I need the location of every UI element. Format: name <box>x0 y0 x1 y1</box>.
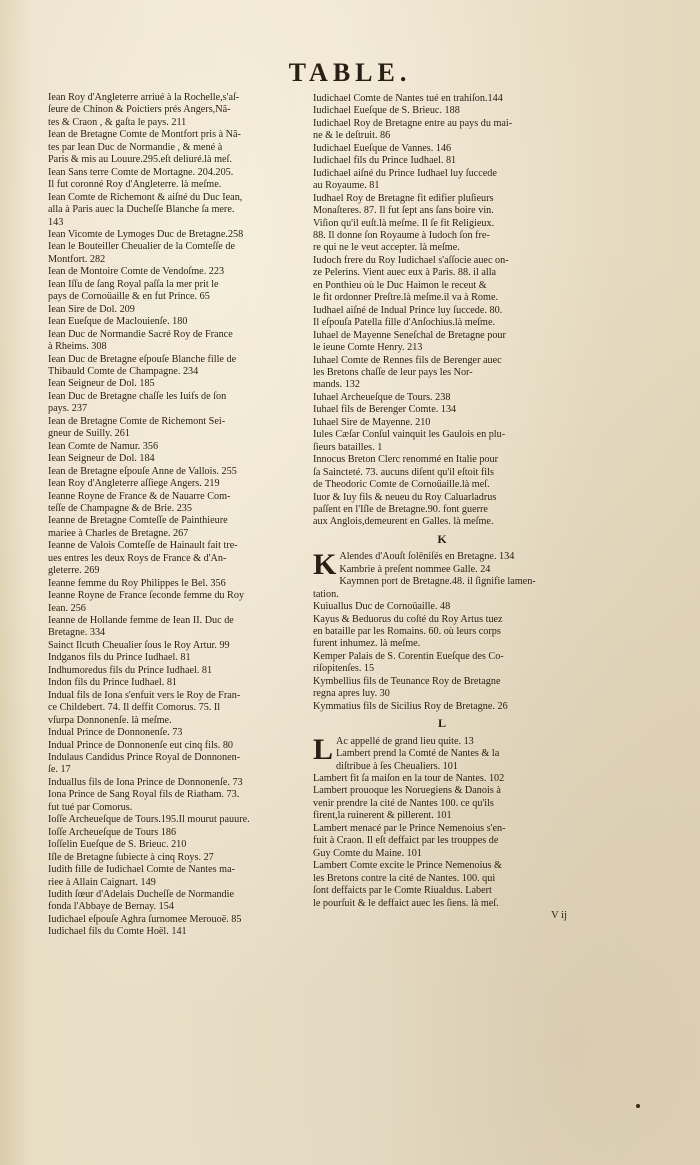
index-line: Ac appellé de grand lieu quite. 13 <box>336 735 474 747</box>
index-line: ſa Saincteté. 73. aucuns diſent qu'il eſtoit fils <box>313 466 494 478</box>
index-line: gleterre. 269 <box>48 565 100 577</box>
index-line: pays. 237 <box>48 403 88 415</box>
section-k <box>313 548 571 713</box>
index-line: Ieanne Royne de France ſeconde femme du Roy <box>48 590 245 602</box>
index-line: Paris & mis au Louure.295.eſt deliuré.là meſ. <box>48 154 232 166</box>
index-line: riee à Allain Caignart. 149 <box>48 876 156 888</box>
entries-l <box>313 732 571 910</box>
index-line: Ieanne de Hollande femme de Iean II. Duc de <box>48 615 234 627</box>
index-line: Ieanne Royne de France & de Nauarre Com- <box>48 490 231 502</box>
index-line: aux Anglois,demeurent en Galles. là meſme. <box>313 516 494 528</box>
index-line: Thibauld Comte de Champagne. 234 <box>48 365 199 377</box>
index-line: Iean Duc de Normandie Sacré Roy de France <box>48 328 233 340</box>
index-line: Innocus Breton Clerc renommé en Italie pour <box>313 454 499 466</box>
index-line: gneur de Suilly. 261 <box>48 428 130 440</box>
index-line: Iean de Bretagne eſpouſe Anne de Vallois. 255 <box>48 465 237 477</box>
index-line: Iean de Bretagne Comte de Montfort pris à Nã- <box>48 129 241 141</box>
page-title: TABLE. <box>288 58 412 87</box>
index-line: Lambert fit ſa maiſon en la tour de Nantes. 102 <box>313 773 505 785</box>
index-line: Ieanne de Bretagne Comteſſe de Painthieure <box>48 515 228 527</box>
index-line: Iſle de Bretagne ſubiecte à cinq Roys. 27 <box>48 851 214 863</box>
index-line: Iudichael fils du Comte Hoël. 141 <box>48 926 187 938</box>
index-line: en bataille par les Romains. 60. où leurs corps <box>313 626 501 638</box>
index-line: Ioſſe Archeueſque de Tours 186 <box>48 826 177 838</box>
index-line: ues entres les deux Roys de France & d'An- <box>48 552 227 564</box>
index-line: Iudichael eſpouſe Aghra ſurnomee Merouoë. 85 <box>48 913 242 925</box>
index-line: Iuhael de Mayenne Seneſchal de Bretagne pour <box>313 329 506 341</box>
index-line: ze Pelerins. Vient auec eux à Paris. 88. il alla <box>313 267 497 279</box>
index-line: Indganos fils du Prince Iudhael. 81 <box>48 652 191 664</box>
index-line: Indual Prince de Donnonenſe. 73 <box>48 727 183 739</box>
index-line: Iean Seigneur de Dol. 184 <box>48 453 155 465</box>
index-line: ſieurs batailles. 1 <box>313 441 383 453</box>
index-line: teſſe de Champagne & de Brie. 235 <box>48 502 192 514</box>
index-line: Induallus fils de Iona Prince de Donnonenſe. 73 <box>48 776 243 788</box>
index-line: tation. <box>313 588 339 600</box>
index-line: tes & Craon , & gaſta le pays. 211 <box>48 116 187 128</box>
index-line: Iean de Montoire Comte de Vendoſme. 223 <box>48 266 225 278</box>
index-line: Indulaus Candidus Prince Royal de Donnonen- <box>48 752 241 764</box>
index-line: Il fut coronné Roy d'Angleterre. là meſme. <box>48 179 222 191</box>
index-line: tes par Iean Duc de Normandie , & mené à <box>48 141 223 153</box>
index-line: Iean Iſſu de ſang Royal paſſa la mer prit le <box>48 278 219 290</box>
index-line: 143 <box>48 216 64 228</box>
index-line: fut tué par Comorus. <box>48 801 133 813</box>
index-line: Il eſpouſa Patella fille d'Anſochius.là meſme. <box>313 317 496 329</box>
index-line: Kymbellius fils de Teunance Roy de Bretagne <box>313 675 501 687</box>
index-line: Indon fils du Prince Iudhael. 81 <box>48 677 178 689</box>
index-line: riſopitenſes. 15 <box>313 663 375 675</box>
index-line: à Rheims. 308 <box>48 341 107 353</box>
index-line: Ioſſe Archeueſque de Tours.195.Il mourut pauure. <box>48 814 250 826</box>
index-line: Indhumoredus fils du Prince Iudhael. 81 <box>48 664 213 676</box>
section-l <box>313 732 571 910</box>
index-line: Iona Prince de Sang Royal fils de Riatham. 73. <box>48 789 240 801</box>
left-column <box>48 92 306 939</box>
index-line: fuit à Craon. Il eſt deffaict par les trouppes de <box>313 835 499 847</box>
index-line: Iean. 256 <box>48 602 86 614</box>
index-line: au Royaume. 81 <box>313 180 380 192</box>
index-line: pays de Cornoüaille & en fut Prince. 65 <box>48 291 210 303</box>
index-line: Kymmatius fils de Sicilius Roy de Bretagne. 26 <box>313 700 508 712</box>
index-line: Iudhael aiſné de Indual Prince luy ſuccede. 80. <box>313 304 503 316</box>
index-line: Iuhael Comte de Rennes fils de Berenger auec <box>313 354 502 366</box>
index-line: Iudichael Roy de Bretagne entre au pays du mai- <box>313 117 513 129</box>
index-line: mands. 132 <box>313 379 360 391</box>
index-line: furent inhumez. là meſme. <box>313 638 421 650</box>
index-line: 88. Il donne ſon Royaume à Iudoch ſon fre- <box>313 229 490 241</box>
index-line: Iean Seigneur de Dol. 185 <box>48 378 155 390</box>
index-line: le pourſuit & le deffaict auec les ſiens. là meſ. <box>313 897 499 909</box>
dropcap-k: K <box>313 548 337 582</box>
index-line: Kayus & Beduorus du coſté du Roy Artus tuez <box>313 613 503 625</box>
index-line: Iean Duc de Bretagne chaſſe les Iuifs de ſon <box>48 390 227 402</box>
index-line: Iean Sire de Dol. 209 <box>48 303 135 315</box>
index-line: Indual Prince de Donnonenſe eut cinq fils. 80 <box>48 739 234 751</box>
index-line: mariee à Charles de Bretagne. 267 <box>48 527 189 539</box>
index-line: Iudichael aiſné du Prince Iudhael luy ſuccede <box>313 167 497 179</box>
index-line: ſont deffaicts par le Comte Riualdus. Labert <box>313 885 492 897</box>
index-line: Iean Duc de Bretagne eſpouſe Blanche fille de <box>48 353 237 365</box>
index-line: Iean Comte de Richemont & aiſné du Duc Iean, <box>48 191 243 203</box>
index-line: Monaſteres. 87. Il fut ſept ans ſans boire vin. <box>313 205 494 217</box>
index-line: vſurpa Donnonenſe. là meſme. <box>48 714 172 726</box>
index-line: ſeure de Chinon & Poictiers prés Angers,Nã- <box>48 104 231 116</box>
index-line: venir prendre la cité de Nantes 100. ce qu'ils <box>313 797 494 809</box>
index-line: fonda l'Abbaye de Bernay. 154 <box>48 901 174 913</box>
ink-spot <box>636 1104 640 1108</box>
index-line: Ieanne femme du Roy Philippes le Bel. 356 <box>48 577 226 589</box>
index-line: Iudichael Comte de Nantes tué en trahiſon.144 <box>313 93 503 104</box>
index-line: Iudoch frere du Roy Iudichael s'aſſocie auec on- <box>313 254 509 266</box>
index-line: Bretagne. 334 <box>48 627 106 639</box>
index-line: Sainct Ilcuth Cheualier ſous le Roy Artur. 99 <box>48 639 230 651</box>
index-line: Iean Roy d'Angleterre arriué à la Rochelle,s'aſ- <box>48 92 240 103</box>
index-line: Lambert prend la Comté de Nantes & la <box>336 748 500 760</box>
index-line: Iules Cæſar Conſul vainquit les Gaulois en plu- <box>313 429 506 441</box>
index-line: Lambert prouoque les Noruegiens & Danois à <box>313 785 501 797</box>
index-line: Kambrie à preſent nommee Galle. 24 <box>339 563 491 575</box>
index-line: en Ponthieu où le Duc Haimon le receut & <box>313 279 487 291</box>
index-line: Iean Comte de Namur. 356 <box>48 440 159 452</box>
index-line: Lambert Comte excite le Prince Nemenoius & <box>313 860 502 872</box>
index-line: diſtribue à ſes Cheualiers. 101 <box>336 760 458 772</box>
index-line: firent,la ruinerent & pillerent. 101 <box>313 810 452 822</box>
index-line: Guy Comte du Maine. 101 <box>313 847 422 859</box>
index-line: Iudichael Eueſque de Vannes. 146 <box>313 142 452 154</box>
section-letter-l: L <box>437 716 446 731</box>
index-line: ne & le deſtruit. 86 <box>313 130 391 142</box>
index-line: le fit ordonner Preſtre.là meſme.il va à Rome. <box>313 292 499 304</box>
index-line: Iean Sans terre Comte de Mortagne. 204.205. <box>48 166 234 178</box>
index-line: Ioſſelin Eueſque de S. Brieuc. 210 <box>48 839 187 851</box>
index-line: Iudichael Eueſque de S. Brieuc. 188 <box>313 105 460 117</box>
index-line: Iean de Bretagne Comte de Richemont Sei- <box>48 415 226 427</box>
index-line: Iean le Bouteiller Cheualier de la Comteſſe de <box>48 241 235 253</box>
index-line: Indual fils de Iona s'enfuit vers le Roy de Fran- <box>48 689 241 701</box>
index-line: Iudith fille de Iudichael Comte de Nantes ma- <box>48 864 235 876</box>
index-line: Viſion qu'il euſt.là meſme. Il ſe fit Religieux. <box>313 217 495 229</box>
index-line: Iean Vicomte de Lymoges Duc de Bretagne.258 <box>48 228 244 240</box>
index-line: re qui ne le veut accepter. là meſme. <box>313 242 460 254</box>
index-line: Iuor & Iuy fils & neueu du Roy Caluarladrus <box>313 491 497 503</box>
index-line: Alendes d'Aouſt ſolēniſés en Bretagne. 134 <box>339 551 515 563</box>
index-line: Kaymnen port de Bretagne.48. il ſignifie lamen- <box>339 576 536 588</box>
index-line: les Bretons chaſſe de leur pays les Nor- <box>313 366 473 378</box>
index-line: Kemper Palais de S. Corentin Eueſque des Co- <box>313 650 504 662</box>
index-line: Iudhael Roy de Bretagne fit edifier pluſieurs <box>313 192 494 204</box>
index-line: Lambert menacé par le Prince Nemenoius s'en- <box>313 822 506 834</box>
index-line: Iudichael fils du Prince Iudhael. 81 <box>313 155 457 167</box>
index-line: Iean Roy d'Angleterre aſſiege Angers. 219 <box>48 478 220 490</box>
index-line: paſſent en l'Iſle de Bretagne.90. font guerre <box>313 503 488 515</box>
dropcap-l: L <box>313 732 334 766</box>
index-line: Iuhael Archeueſque de Tours. 238 <box>313 391 451 403</box>
index-line: Iuhael Sire de Mayenne. 210 <box>313 416 431 428</box>
index-line: le ieune Comte Henry. 213 <box>313 342 423 354</box>
right-column <box>313 93 571 922</box>
index-line: alla à Paris auec la Ducheſſe Blanche ſa mere. <box>48 204 235 216</box>
index-line: Kuiuallus Duc de Cornoüaille. 48 <box>313 601 451 613</box>
index-line: Iudith ſœur d'Adelais Ducheſſe de Normandie <box>48 889 235 900</box>
entries-k <box>313 548 571 713</box>
index-line: Montfort. 282 <box>48 253 106 265</box>
index-line: regna apres luy. 30 <box>313 688 390 700</box>
index-line: les Bretons contre la cité de Nantes. 100. qui <box>313 872 496 884</box>
catchword: V ij <box>551 910 567 921</box>
index-line: Ieanne de Valois Comteſſe de Hainault fait tre- <box>48 540 238 552</box>
section-letter-k: K <box>437 531 447 546</box>
index-line: Iean Eueſque de Maclouienſe. 180 <box>48 316 188 328</box>
entries-i-continued <box>313 93 571 529</box>
index-line: Iuhael fils de Berenger Comte. 134 <box>313 404 457 416</box>
index-line: de Theodoric Comte de Cornoüaille.là meſ. <box>313 479 490 491</box>
index-line: ſe. 17 <box>48 764 71 776</box>
index-line: ce Childebert. 74. Il deffit Comorus. 75. Il <box>48 702 221 714</box>
